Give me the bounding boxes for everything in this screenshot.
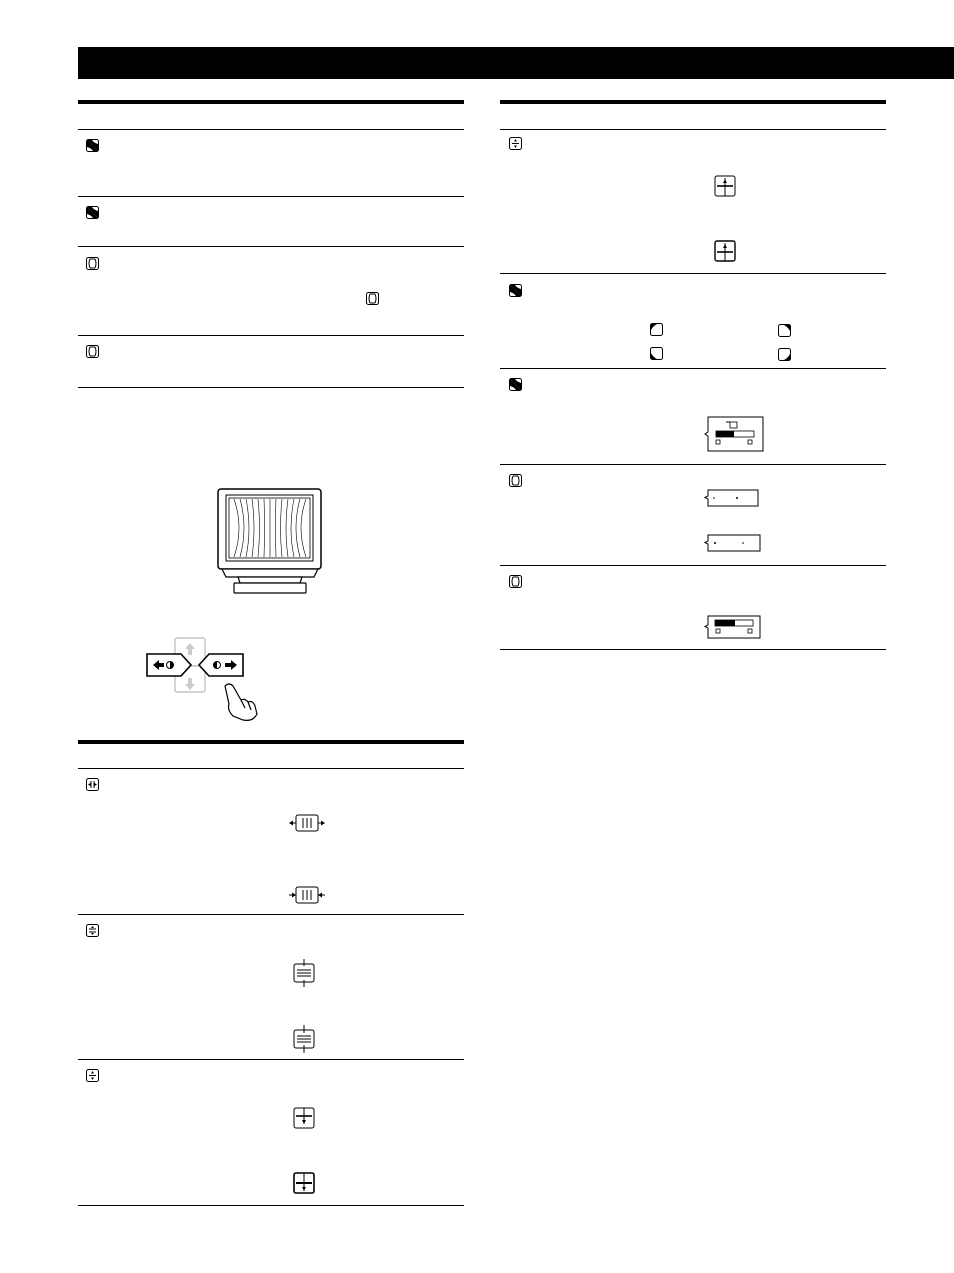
v-size-icon <box>86 924 99 937</box>
corner-adjust-meter-icon <box>702 416 764 452</box>
table-header-rule <box>78 129 464 130</box>
v-center-icon <box>509 137 522 150</box>
table-row-divider <box>78 914 464 915</box>
pin-phase-meter-left-icon <box>703 489 759 507</box>
table-row-divider <box>78 1059 464 1060</box>
h-size-icon <box>86 778 99 791</box>
corner-top-right-icon <box>778 324 791 337</box>
h-size-contract-icon <box>289 885 325 905</box>
table-header-rule <box>500 129 886 130</box>
pin-amp-icon <box>86 345 99 358</box>
monitor-illustration <box>216 487 324 595</box>
v-center-up-icon <box>713 174 737 198</box>
table-row-divider <box>78 196 464 197</box>
table-bottom-rule <box>78 387 464 388</box>
v-center-down-icon <box>713 239 737 263</box>
corner-pincushion-icon <box>509 284 522 297</box>
table-top-rule <box>500 100 886 104</box>
v-size-expand-icon <box>292 959 316 987</box>
corner-top-left-icon <box>650 323 663 336</box>
table-bottom-rule <box>78 1205 464 1206</box>
corner-pincushion-icon <box>86 139 99 152</box>
v-center-up-icon <box>292 1106 316 1130</box>
pin-amp-icon <box>366 292 379 305</box>
corner-pincushion-icon <box>509 378 522 391</box>
table-row-divider <box>78 246 464 247</box>
table-top-rule <box>78 740 464 744</box>
pin-amp-meter-icon <box>703 615 761 639</box>
corner-bottom-left-icon <box>650 347 663 360</box>
table-row-divider <box>500 464 886 465</box>
v-center-icon <box>86 1069 99 1082</box>
pin-amp-icon <box>509 575 522 588</box>
pin-phase-meter-right-icon <box>703 534 761 552</box>
table-row-divider <box>500 565 886 566</box>
table-top-rule <box>78 100 464 104</box>
corner-bottom-right-icon <box>778 348 791 361</box>
v-size-contract-icon <box>292 1025 316 1053</box>
table-row-divider <box>78 335 464 336</box>
table-row-divider <box>500 368 886 369</box>
corner-pincushion-icon <box>86 206 99 219</box>
control-pad-illustration <box>145 636 265 722</box>
table-bottom-rule <box>500 649 886 650</box>
section-header-bar <box>78 47 954 79</box>
pin-amp-icon <box>86 257 99 270</box>
table-row-divider <box>500 273 886 274</box>
pin-amp-icon <box>509 474 522 487</box>
v-center-down-icon <box>292 1171 316 1195</box>
h-size-expand-icon <box>289 813 325 833</box>
table-header-rule <box>78 768 464 769</box>
